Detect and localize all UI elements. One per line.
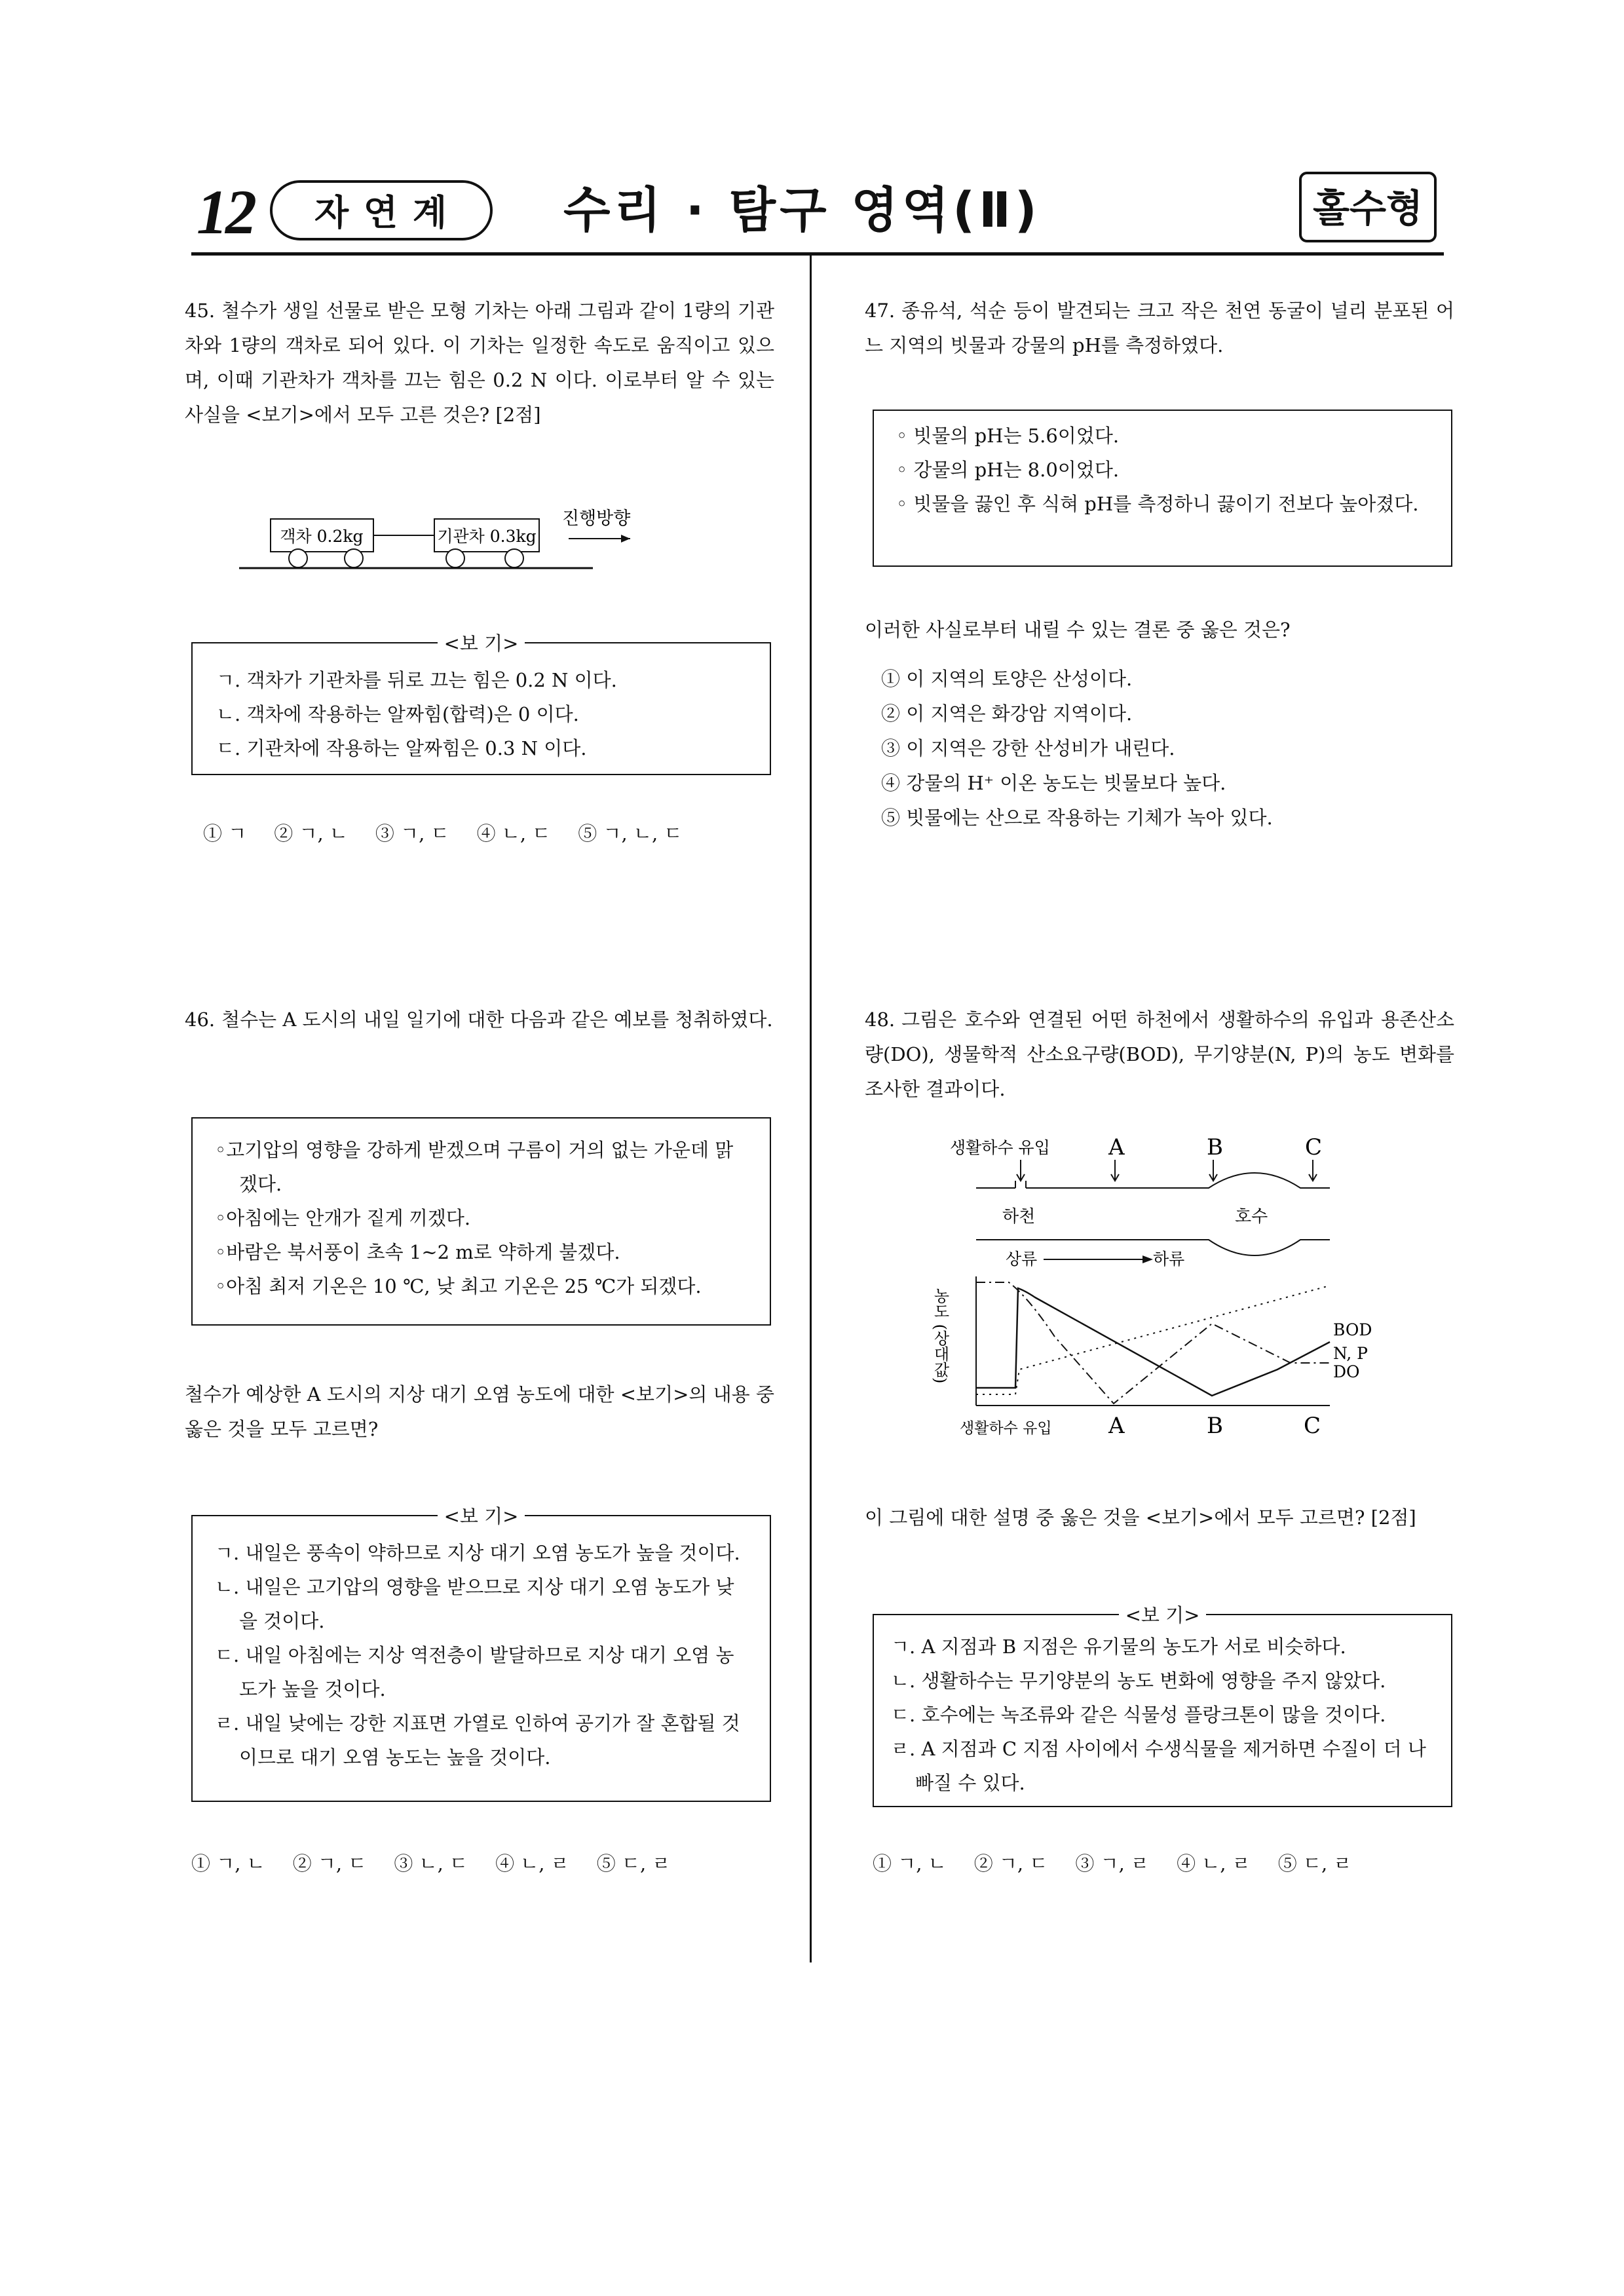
page-number: 12 [197,177,254,247]
question-text: 그림은 호수와 연결된 어떤 하천에서 생활하수의 유입과 용존산소량(DO), 생물학적 산소요구량(BOD), 무기양분(N, P)의 농도 변화를 조사한 결과이다. [865,1008,1454,1100]
choice-3[interactable]: ③ ㄱ, ㄹ [1075,1852,1150,1875]
bogi-item: ㄷ. 호수에는 녹조류와 같은 식물성 플랑크톤이 많을 것이다. [891,1704,1386,1726]
question-46 [185,1003,774,1037]
question-46-prompt: 철수가 예상한 A 도시의 지상 대기 오염 농도에 대한 <보기>의 내용 중 옳은 것을 모두 고르면? [185,1383,774,1440]
bogi-item: ㄹ. 내일 낮에는 강한 지표면 가열로 인하여 공기가 잘 혼합될 것이므로 대기 오염 농도는 높을 것이다. [215,1712,740,1769]
river-lake-figure [931,1134,1448,1448]
question-number: 46. [185,1008,216,1031]
bogi-box-48 [873,1604,1452,1807]
question-text: 종유석, 석순 등이 발견되는 크고 작은 천연 동굴이 널리 분포된 어느 지역의 빗물과 강물의 pH를 측정하였다. [865,299,1454,356]
x-point-c: C [1304,1413,1321,1439]
forecast-item: ◦아침 최저 기온은 10 ℃, 낮 최고 기온은 25 ℃가 되겠다. [215,1275,702,1297]
choice-4[interactable]: ④ ㄴ, ㄷ [476,822,551,845]
bogi-title: <보 기> [1119,1604,1207,1626]
fact-item: ◦ 빗물을 끓인 후 식혀 pH를 측정하니 끓이기 전보다 높아졌다. [896,493,1419,515]
locomotive-label: 기관차 0.3kg [437,527,537,546]
option-2[interactable]: ② 이 지역은 화강암 지역이다. [881,702,1133,725]
do-curve [976,1282,1330,1404]
bogi-title: <보 기> [438,1505,525,1527]
x-inflow-label: 생활하수 유입 [960,1420,1052,1437]
question-number: 48. [865,1008,896,1031]
track-label: 자 연 계 [270,180,493,240]
option-1[interactable]: ① 이 지역의 토양은 산성이다. [881,668,1133,690]
train-figure [229,505,701,580]
question-text: 철수는 A 도시의 내일 일기에 대한 다음과 같은 예보를 청취하였다. [221,1008,773,1031]
stream-label: 하천 [1002,1207,1036,1227]
bogi-box-45 [191,632,771,775]
x-point-a: A [1108,1413,1125,1439]
wheel [345,549,363,567]
choice-1[interactable]: ① ㄱ, ㄴ [191,1852,265,1875]
choice-3[interactable]: ③ ㄱ, ㄷ [375,822,449,845]
river-bank-top [976,1173,1330,1188]
forecast-box [191,1117,771,1326]
choice-5[interactable]: ⑤ ㄷ, ㄹ [596,1852,671,1875]
choice-5[interactable]: ⑤ ㄷ, ㄹ [1277,1852,1352,1875]
location-arrows [1017,1160,1317,1181]
option-5[interactable]: ⑤ 빗물에는 산으로 작용하는 기체가 녹아 있다. [881,807,1273,829]
bogi-title: <보 기> [438,632,525,655]
option-4[interactable]: ④ 강물의 H⁺ 이온 농도는 빗물보다 높다. [881,772,1226,794]
question-48-prompt: 이 그림에 대한 설명 중 옳은 것을 <보기>에서 모두 고르면? [2점] [865,1506,1416,1529]
question-number: 45. [185,299,216,322]
bogi-item: ㄷ. 기관차에 작용하는 알짜힘은 0.3 N 이다. [216,737,587,759]
bogi-item: ㄴ. 객차에 작용하는 알짜힘(합력)은 0 이다. [216,703,579,725]
passenger-car-label: 객차 0.2kg [280,527,364,546]
point-a-label: A [1108,1134,1125,1160]
choice-1[interactable]: ① ㄱ, ㄴ [873,1852,947,1875]
choice-4[interactable]: ④ ㄴ, ㄹ [1177,1852,1251,1875]
bogi-box-46 [191,1505,771,1802]
question-text: 철수가 생일 선물로 받은 모형 기차는 아래 그림과 같이 1량의 기관차와 1량의 객차로 되어 있다. 이 기차는 일정한 속도로 움직이고 있으며, 이때 기관차가 객차를 끄는 힘은 0.2 N 이다. 이로부터 알 수 있는 사실을 <보기>에서 모두 고른 것은? [2점] [185,299,774,426]
choice-2[interactable]: ② ㄱ, ㄴ [274,822,348,845]
legend-np: N, P [1333,1344,1368,1363]
downstream-label: 하류 [1153,1250,1185,1269]
wheel [505,549,523,567]
forecast-item: ◦바람은 북서풍이 초속 1~2 m로 약하게 불겠다. [215,1241,620,1263]
forecast-item: ◦고기압의 영향을 강하게 받겠으며 구름이 거의 없는 가운데 맑겠다. [215,1139,734,1195]
choice-2[interactable]: ② ㄱ, ㄷ [292,1852,367,1875]
form-type-badge: 홀수형 [1299,172,1437,242]
wheel [289,549,307,567]
header-rule [191,252,1444,256]
bogi-item: ㄱ. A 지점과 B 지점은 유기물의 농도가 서로 비슷하다. [891,1636,1346,1658]
forecast-item: ◦아침에는 안개가 짙게 끼겠다. [215,1207,471,1229]
bogi-item: ㄴ. 내일은 고기압의 영향을 받으므로 지상 대기 오염 농도가 낮을 것이다. [215,1576,734,1632]
choice-3[interactable]: ③ ㄴ, ㄷ [394,1852,468,1875]
arrow-head [621,535,630,543]
column-divider [810,256,812,1962]
lake-label: 호수 [1235,1207,1268,1227]
choice-4[interactable]: ④ ㄴ, ㄹ [495,1852,569,1875]
facts-box [873,410,1452,567]
question-47 [865,294,1454,363]
answer-choices-45 [203,819,709,846]
point-b-label: B [1207,1134,1223,1160]
y-axis-label: 농도 (상대값) [931,1288,949,1384]
wheel [446,549,464,567]
question-47-prompt: 이러한 사실로부터 내릴 수 있는 결론 중 옳은 것은? [865,619,1291,641]
bogi-item: ㄴ. 생활하수는 무기양분의 농도 변화에 영향을 주지 않았다. [891,1670,1386,1692]
options-47 [881,662,1451,835]
bogi-item: ㄱ. 내일은 풍속이 약하므로 지상 대기 오염 농도가 높을 것이다. [215,1542,740,1564]
bogi-item: ㄹ. A 지점과 C 지점 사이에서 수생식물을 제거하면 수질이 더 나빠질 수 있다. [891,1738,1426,1794]
question-48 [865,1003,1454,1107]
question-number: 47. [865,299,896,322]
legend-bod: BOD [1333,1320,1372,1339]
direction-label: 진행방향 [562,508,631,529]
upstream-label: 상류 [1006,1250,1038,1269]
answer-choices-46 [191,1849,698,1876]
answer-choices-48 [873,1849,1379,1876]
point-c-label: C [1305,1134,1323,1160]
legend-do: DO [1333,1362,1360,1381]
choice-5[interactable]: ⑤ ㄱ, ㄴ, ㄷ [578,822,683,845]
fact-item: ◦ 강물의 pH는 8.0이었다. [896,459,1120,481]
bogi-item: ㄱ. 객차가 기관차를 뒤로 끄는 힘은 0.2 N 이다. [216,669,617,691]
question-45 [185,294,774,432]
x-point-b: B [1207,1413,1223,1439]
option-3[interactable]: ③ 이 지역은 강한 산성비가 내린다. [881,737,1175,759]
fact-item: ◦ 빗물의 pH는 5.6이었다. [896,425,1120,447]
bod-curve [976,1288,1330,1396]
page-title: 수리 · 탐구 영역(Ⅱ) [563,182,1041,239]
choice-2[interactable]: ② ㄱ, ㄷ [973,1852,1048,1875]
choice-1[interactable]: ① ㄱ [203,822,247,845]
bogi-item: ㄷ. 내일 아침에는 지상 역전층이 발달하므로 지상 대기 오염 농도가 높을 것이다. [215,1644,734,1700]
inflow-label: 생활하수 유입 [950,1138,1050,1157]
